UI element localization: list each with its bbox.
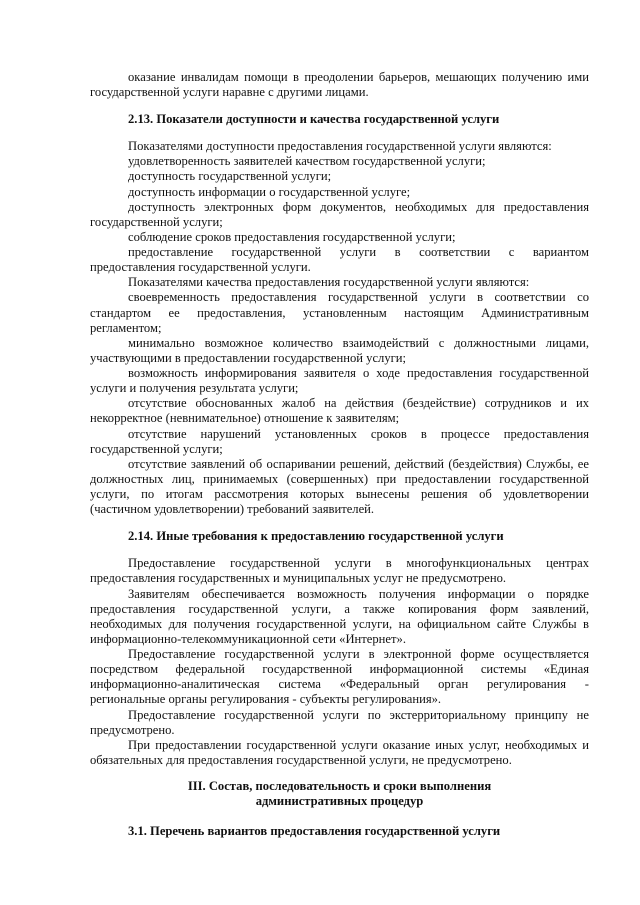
text-line: Предоставление государственной услуги в электронной форме осуществляется (128, 647, 589, 661)
text-line: отсутствие заявлений об оспаривании решений, действий (бездействия) Службы, ее (128, 457, 589, 471)
text-line: обязательных для предоставления государственной услуги, не предусмотрено. (90, 753, 512, 767)
text-line: услуги, по итогам рассмотрения которых вынесены решения об удовлетворении (90, 487, 589, 501)
text-line: удовлетворенность заявителей качеством государственной услуги; (128, 154, 486, 168)
text-line: Предоставление государственной услуги по экстерриториальному принципу не (128, 708, 589, 722)
section-heading-2-14: 2.14. Иные требования к предоставлению государственной услуги (128, 529, 504, 543)
text-line: доступность информации о государственной услуге; (128, 185, 411, 199)
text-line: посредством федеральной государственной информационной системы «Единая (90, 662, 589, 676)
text-line: государственной услуги; (90, 215, 223, 229)
text-line: Предоставление государственной услуги в многофункциональных центрах (128, 556, 589, 570)
text-line: некорректное (невнимательное) отношение к заявителям; (90, 411, 400, 425)
text-line: (частичном удовлетворении) требований заявителей. (90, 502, 375, 516)
text-line: участвующими в предоставлении государственной услуги; (90, 351, 407, 365)
text-line: оказание инвалидам помощи в преодолении барьеров, мешающих получению ими (128, 70, 589, 84)
text-line: доступность электронных форм документов, необходимых для предоставления (128, 200, 589, 214)
text-line: Заявителям обеспечивается возможность получения информации о порядке (128, 587, 589, 601)
section-heading-3-1: 3.1. Перечень вариантов предоставления государственной услуги (128, 824, 501, 838)
text-line: государственной услуги; (90, 442, 223, 456)
text-line: При предоставлении государственной услуги оказание иных услуг, необходимых и (128, 738, 589, 752)
text-line: предоставление государственной услуги в соответствии с вариантом (128, 245, 589, 259)
text-line: государственной услуги наравне с другими лицами. (90, 85, 369, 99)
text-line: минимально возможное количество взаимодействий с должностными лицами, (128, 336, 589, 350)
text-line: Показателями доступности предоставления государственной услуги являются: (128, 139, 552, 153)
text-line: предоставления государственных и муниципальных услуг не предусмотрено. (90, 571, 507, 585)
text-line: региональные органы регулирования - субъекты регулирования». (90, 692, 442, 706)
chapter-heading-line-2: административных процедур (255, 794, 424, 808)
text-line: соблюдение сроков предоставления государственной услуги; (128, 230, 456, 244)
text-line: отсутствие обоснованных жалоб на действия (бездействие) сотрудников и их (128, 396, 589, 410)
text-line: своевременность предоставления государственной услуги в соответствии со (128, 290, 589, 304)
text-line: возможность информирования заявителя о ходе предоставления государственной (128, 366, 589, 380)
text-line: отсутствие нарушений установленных сроков в процессе предоставления (128, 427, 589, 441)
text-line: информационно-телекоммуникационной сети «Интернет». (90, 632, 406, 646)
text-line: предусмотрено. (90, 723, 175, 737)
text-line: услуги и получения результата услуги; (90, 381, 299, 395)
text-line: предоставления государственной услуги, а также копирования форм заявлений, (90, 602, 589, 616)
text-line: доступность государственной услуги; (128, 169, 332, 183)
text-line: стандартом ее предоставления, установленным настоящим Административным (90, 306, 589, 320)
text-line: регламентом; (90, 321, 162, 335)
text-line: Показателями качества предоставления государственной услуги являются: (128, 275, 530, 289)
text-line: должностных лиц, принимаемых (совершенных) при предоставлении государственной (90, 472, 589, 486)
text-line: предоставления государственной услуги. (90, 260, 311, 274)
text-line: необходимых для получения государственной услуги, на официальном сайте Службы в (90, 617, 589, 631)
text-line: информационно-аналитическая система «Федеральный орган регулирования - (90, 677, 589, 691)
section-heading-2-13: 2.13. Показатели доступности и качества государственной услуги (128, 112, 500, 126)
chapter-heading-line-1: III. Состав, последовательность и сроки выполнения (187, 779, 492, 793)
